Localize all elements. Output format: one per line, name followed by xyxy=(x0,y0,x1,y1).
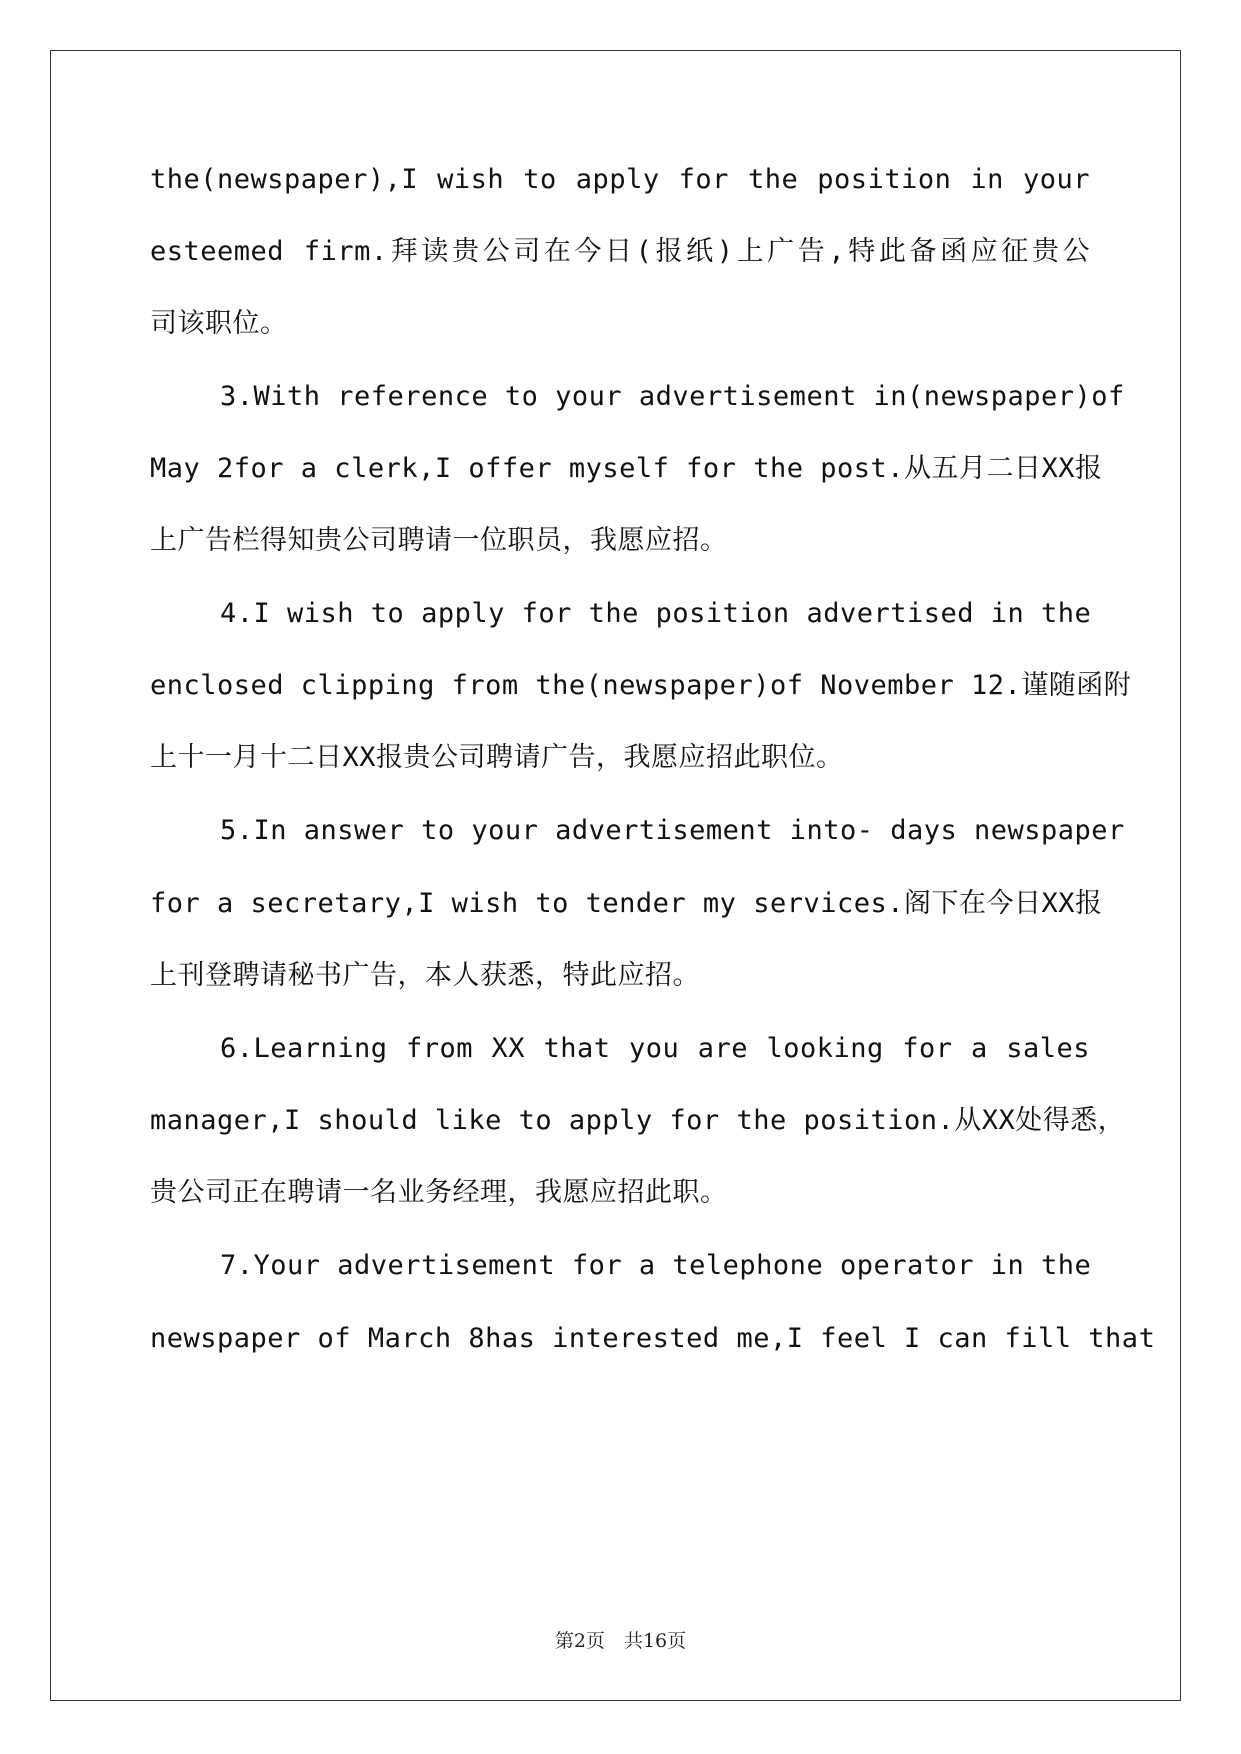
text-line: manager,I should like to apply for the position.从XX处得悉， xyxy=(150,1105,1126,1136)
text-line: for a secretary,I wish to tender my services.阁下在今日XX报 xyxy=(150,888,1103,919)
text-line: the(newspaper),I wish to apply for the position in your xyxy=(150,164,1090,195)
text-line: newspaper of March 8has interested me,I feel I can fill that xyxy=(150,1323,1156,1354)
text-line: 6.Learning from XX that you are looking for a sales xyxy=(220,1033,1090,1064)
text-line: 上广告栏得知贵公司聘请一位职员，我愿应招。 xyxy=(150,525,728,556)
page-number: 第2页 共16页 xyxy=(554,1630,687,1652)
text-line: esteemed firm.拜读贵公司在今日(报纸)上广告,特此备函应征贵公 xyxy=(150,236,1090,267)
text-line: 贵公司正在聘请一名业务经理，我愿应招此职。 xyxy=(150,1177,728,1208)
text-line: 5.In answer to your advertisement into- days newspaper xyxy=(220,815,1125,846)
text-line: 3.With reference to your advertisement in(newspaper)of xyxy=(220,381,1125,412)
text-line: May 2for a clerk,I offer myself for the post.从五月二日XX报 xyxy=(150,453,1103,484)
text-line: 7.Your advertisement for a telephone operator in the xyxy=(220,1250,1092,1281)
text-line: 4.I wish to apply for the position advertised in the xyxy=(220,598,1092,629)
text-line: 上刊登聘请秘书广告，本人获悉，特此应招。 xyxy=(150,960,700,991)
text-line: 上十一月十二日XX报贵公司聘请广告，我愿应招此职位。 xyxy=(150,742,844,773)
text-line: 司该职位。 xyxy=(150,308,288,339)
page-border xyxy=(50,50,1181,1701)
text-line: enclosed clipping from the(newspaper)of November 12.谨随函附 xyxy=(150,670,1132,701)
